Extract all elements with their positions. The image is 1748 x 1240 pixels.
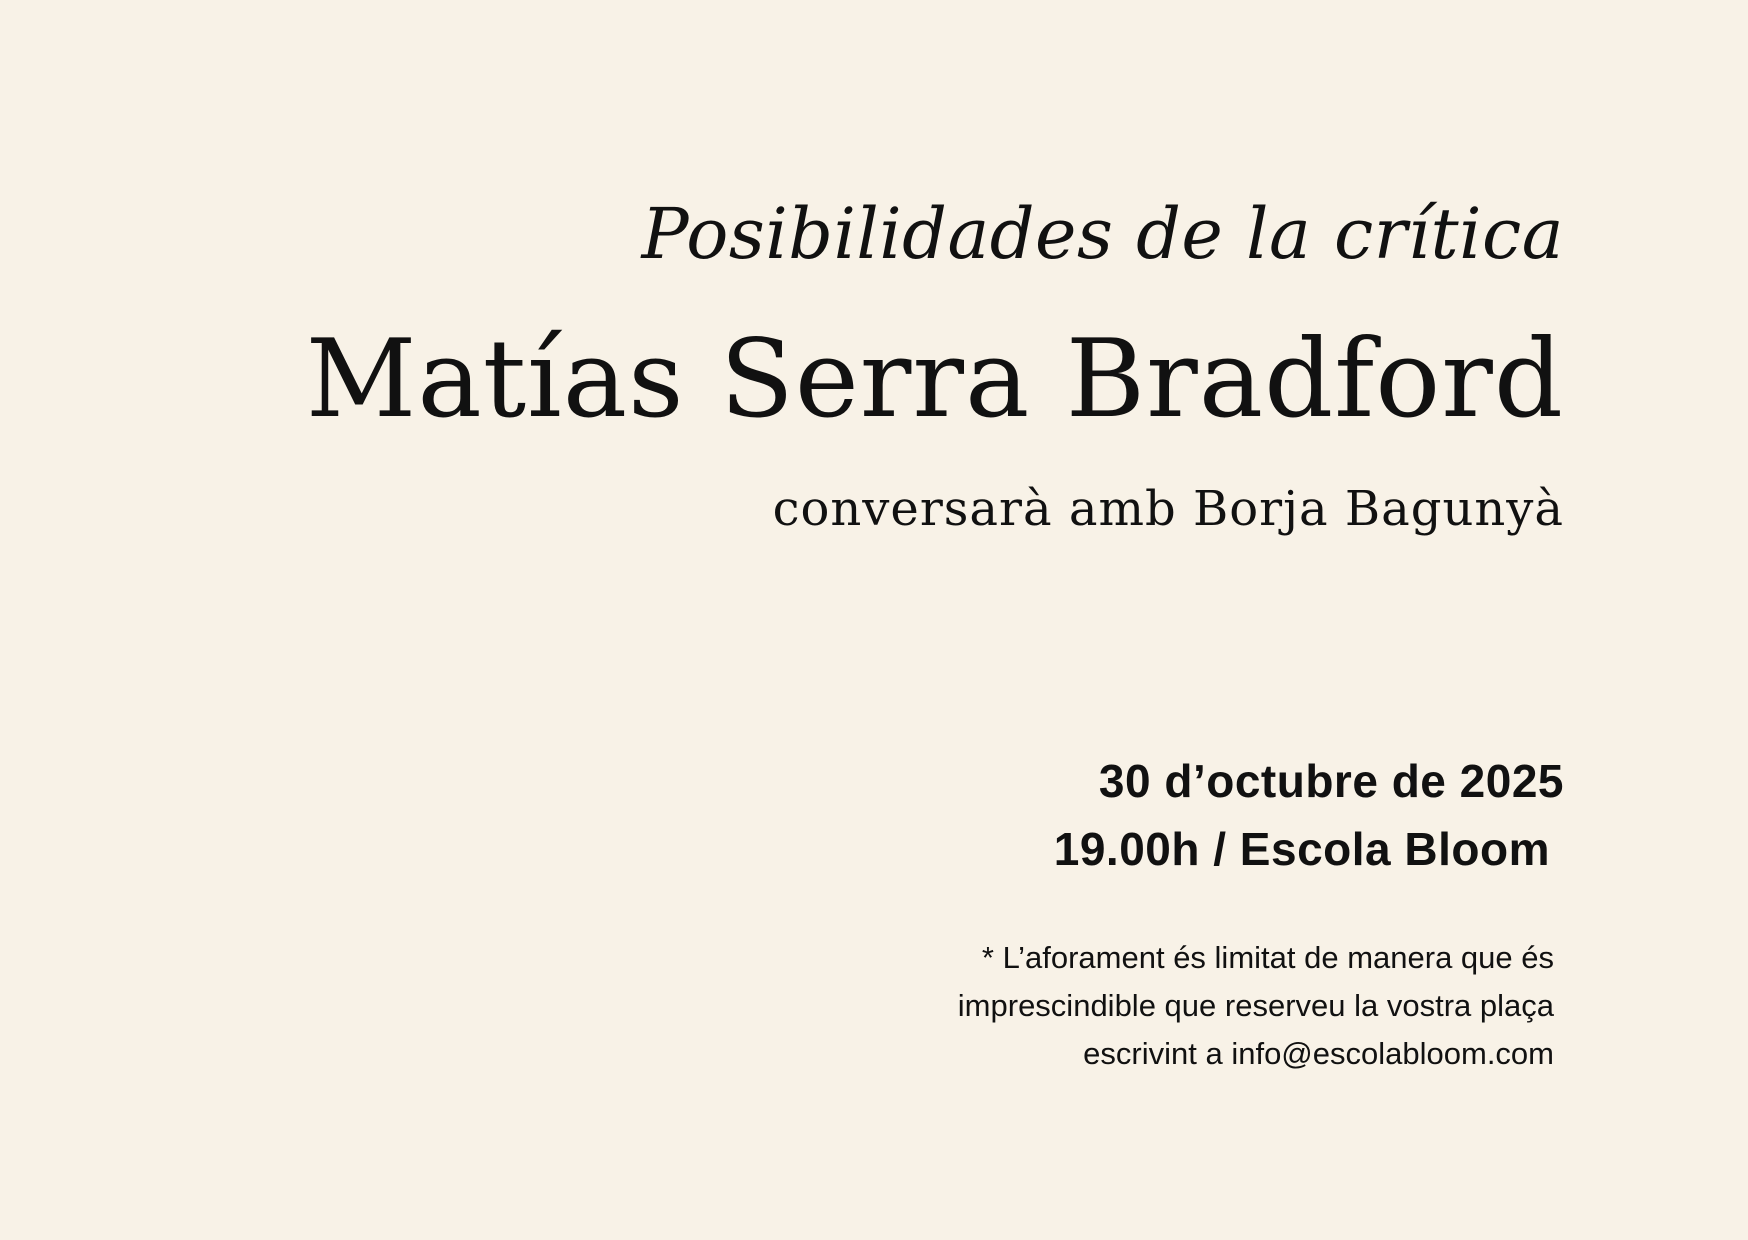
reservation-note (958, 934, 1554, 1078)
event-date: 30 d’octubre de 2025 (1098, 755, 1564, 807)
event-subtitle: Posibilidades de la crítica (641, 193, 1564, 275)
event-time-and-place: 19.00h / Escola Bloom (1053, 823, 1550, 875)
reservation-note-line-3: escrivint a info@escolabloom.com (1083, 1036, 1554, 1071)
conversation-line: conversarà amb Borja Bagunyà (772, 481, 1564, 537)
reservation-note-line-1: * L’aforament és limitat de manera que és (981, 940, 1554, 975)
speaker-name: Matías Serra Bradford (305, 317, 1564, 442)
reservation-note-line-2: imprescindible que reserveu la vostra plaça (957, 988, 1554, 1023)
